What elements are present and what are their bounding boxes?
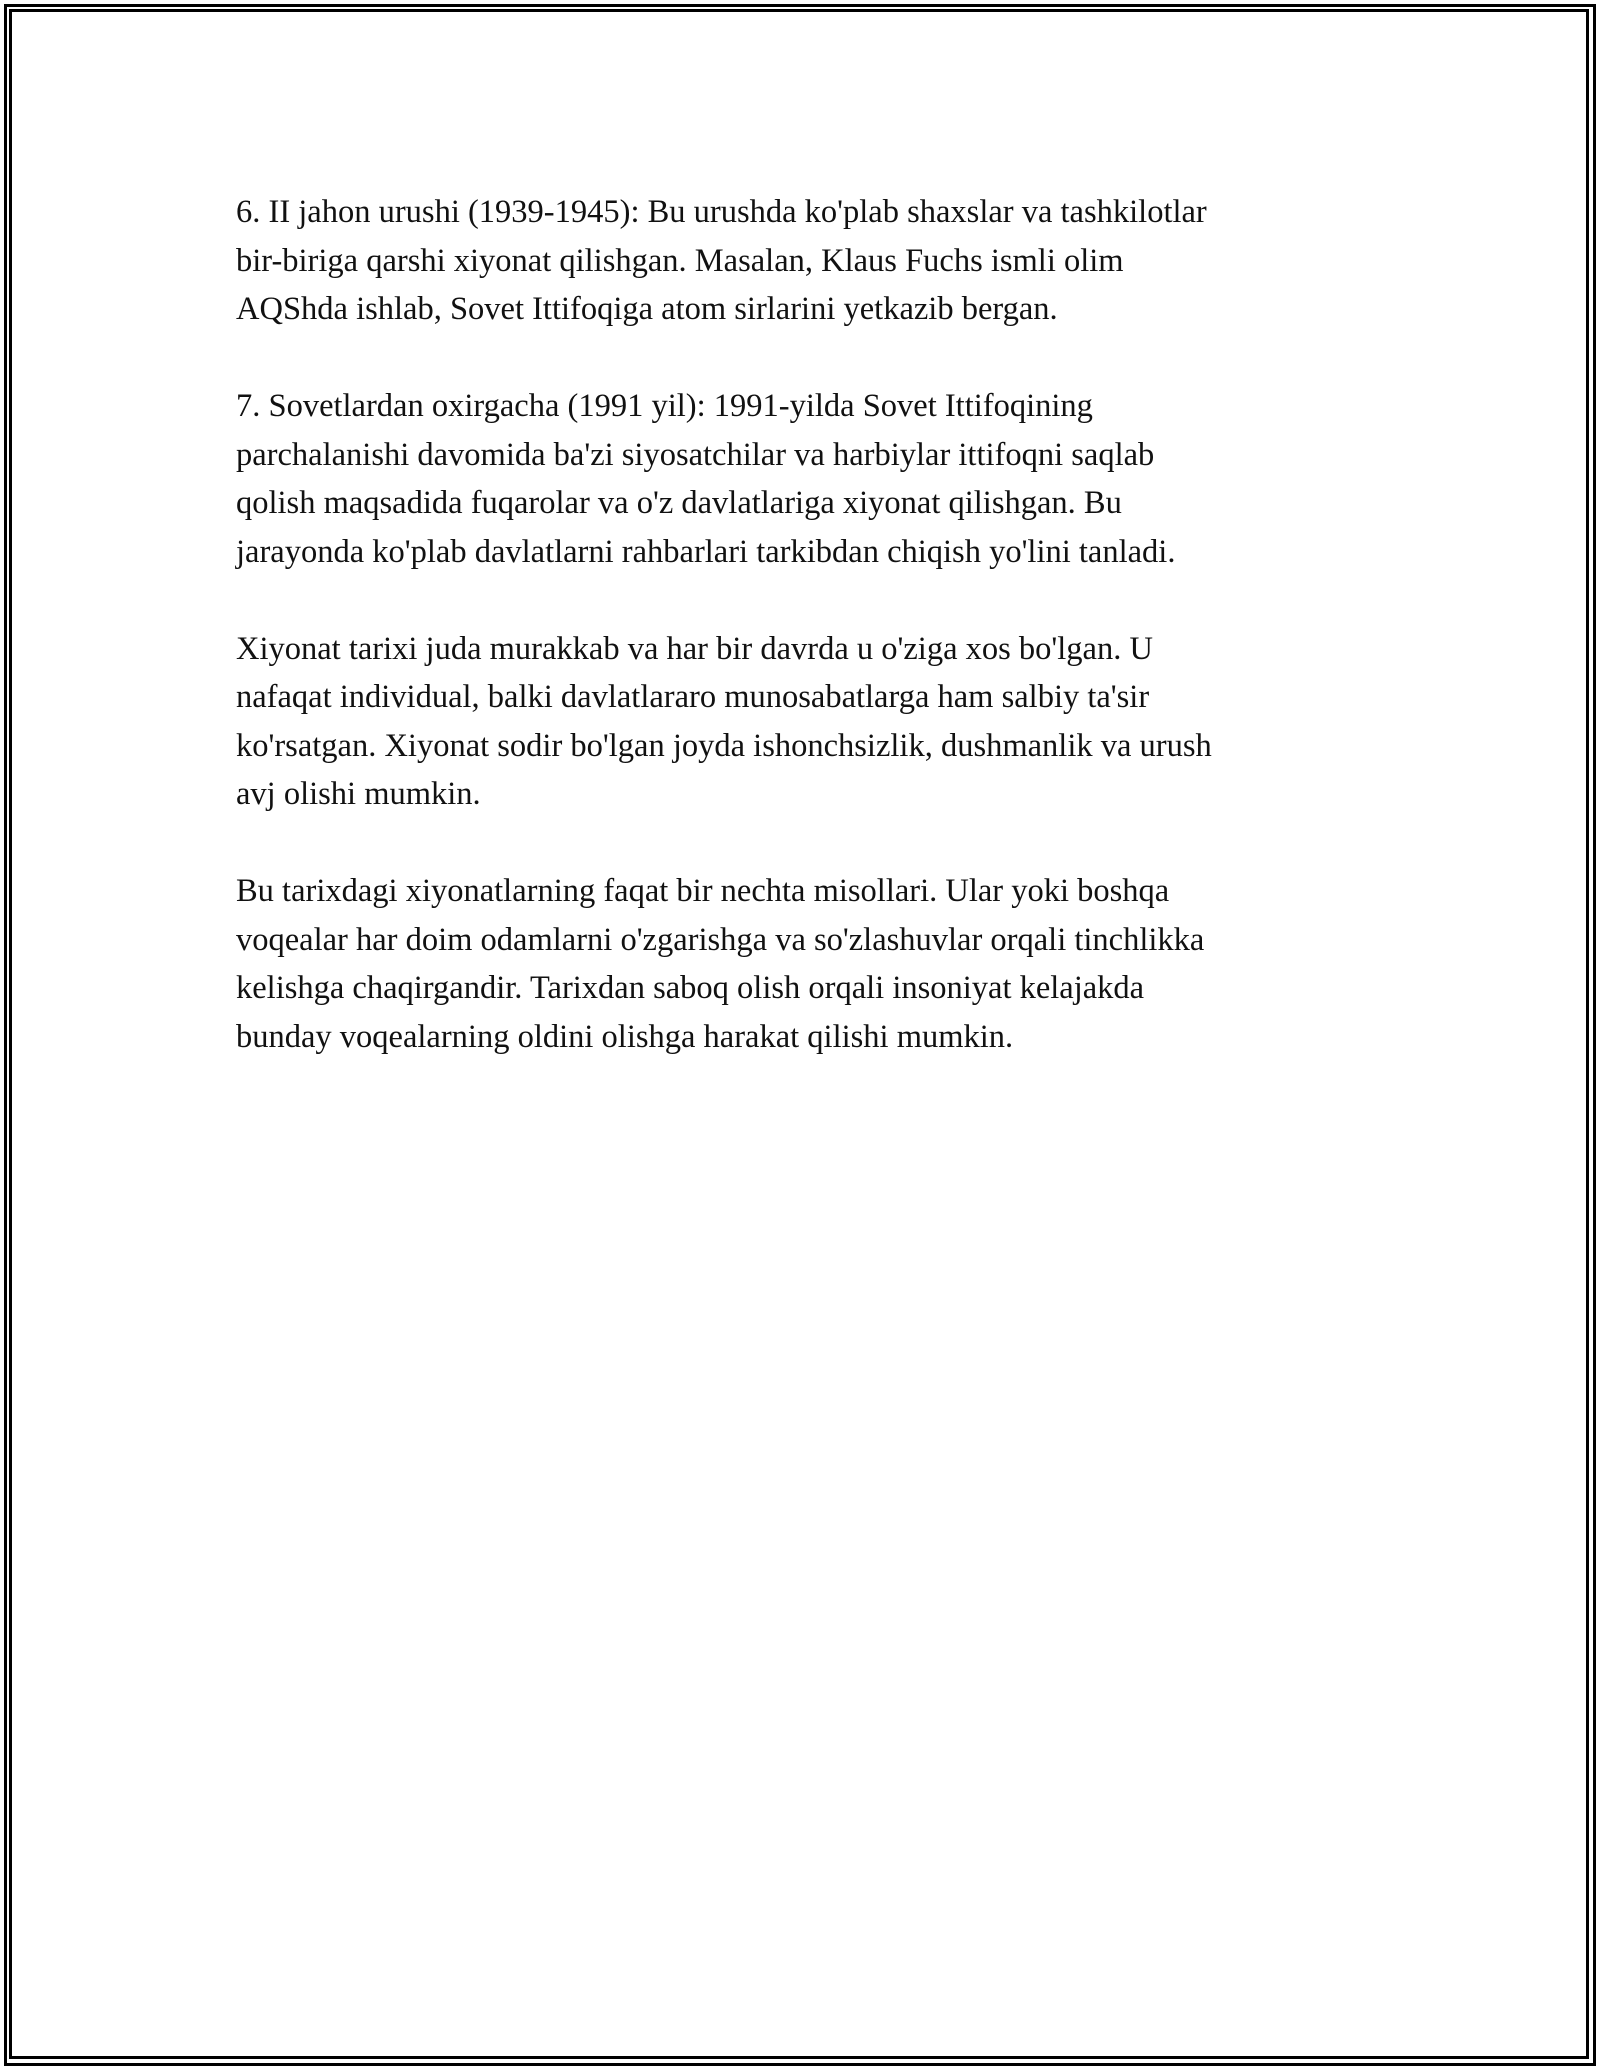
paragraph-history-of-betrayal: Xiyonat tarixi juda murakkab va har bir davrda u o'ziga xos bo'lgan. U nafaqat individual, balki davlatlararo munosabatlarga ham salbiy ta'sir ko'rsatgan. Xiyonat sodir bo'lgan joyda ishonchsizlik, dushmanlik va urush avj olishi mumkin.: [236, 630, 1212, 812]
paragraph-soviet-collapse: 7. Sovetlardan oxirgacha (1991 yil): 1991-yilda Sovet Ittifoqining parchalanishi davomida ba'zi siyosatchilar va harbiylar ittifoqni saqlab qolish maqsadida fuqarolar va o'z davlatlariga xiyonat qilishgan. Bu jarayonda ko'plab davlatlarni rahbarlari tarkibdan chiqish yo'lini tanladi.: [236, 388, 1176, 570]
paragraph-conclusion: Bu tarixdagi xiyonatlarning faqat bir nechta misollari. Ular yoki boshqa voqealar har doim odamlarni o'zgarishga va so'zlashuvlar orqali tinchlikka kelishga chaqirgandir. Tarixdan saboq olish orqali insoniyat kelajakda bunday voqealarning oldini olishga harakat qilishi mumkin.: [236, 873, 1205, 1055]
document-body: [236, 188, 1366, 1110]
paragraph-ww2: 6. II jahon urushi (1939-1945): Bu urushda ko'plab shaxslar va tashkilotlar bir-biriga qarshi xiyonat qilishgan. Masalan, Klaus Fuchs ismli olim AQShda ishlab, Sovet Ittifoqiga atom sirlarini yetkazib bergan.: [236, 194, 1207, 327]
